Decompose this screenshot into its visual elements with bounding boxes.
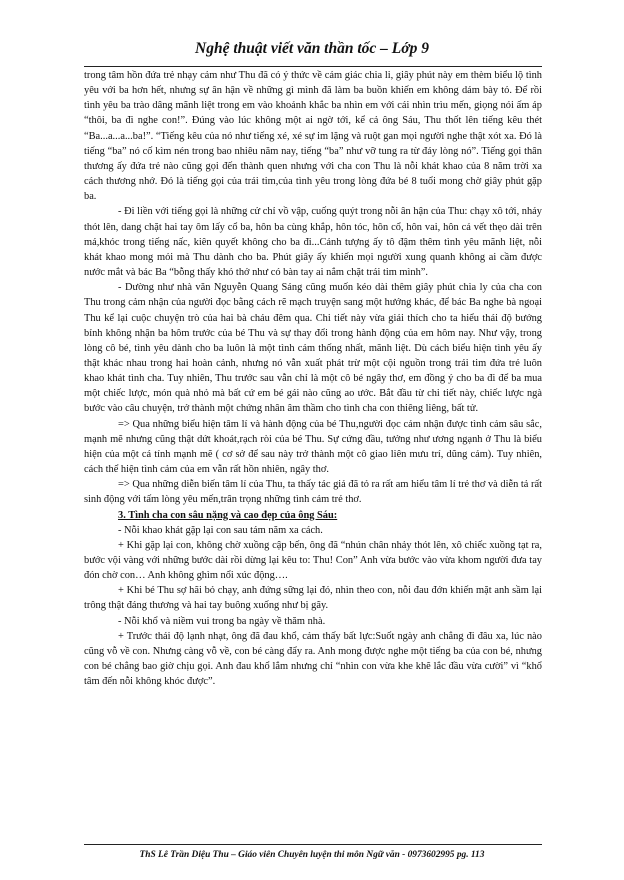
list-item: + Khi bé Thu sợ hãi bỏ chạy, anh đứng sững lại đó, nhìn theo con, nỗi đau đớn khiến mặt anh sầm lại trông thật đáng thương và hai tay buông xuống như bị gãy. <box>84 585 542 612</box>
list-item: + Khi gặp lại con, không chờ xuồng cập bến, ông đã “nhún chân nhảy thót lên, xô chiếc xuồng tạt ra, bước vội vàng với những bước dài rồi dừng lại kêu to: Thu! Con” Anh vừa bước vào vừa khom người đưa tay đón chờ con… Anh không ghìm nổi xúc động…. <box>84 539 542 582</box>
list-item: + Trước thái độ lạnh nhạt, ông đã đau khổ, cảm thấy bất lực:Suốt ngày anh chẳng đi đâu xa, lúc nào cũng vỗ về con. Nhưng càng vỗ về, con bé càng đẩy ra. Anh mong được nghe một tiếng ba của con bé, nhưng con bé chẳng bao giờ chịu gọi. Anh đau khổ lắm nhưng chỉ “nhìn con vừa khe khẽ lắc đầu vừa cười” vì “khổ tâm đến nỗi không khóc được”. <box>84 630 542 688</box>
section-heading: 3. Tình cha con sâu nặng và cao đẹp của ông Sáu: <box>118 509 338 521</box>
footer-divider <box>84 844 542 845</box>
list-item: - Nỗi khổ và niềm vui trong ba ngày về thăm nhà. <box>118 615 326 627</box>
paragraph-gestures: - Đi liền với tiếng gọi là những cử chỉ vồ vập, cuống quýt trong nỗi ân hận của Thu: chạy xô tới, nhảy thót lên, dang chặt hai tay ôm lấy cổ ba, hôn ba cùng khắp, hôn tóc, hôn cổ, hôn vai, hôn cả vết thẹo dài trên má,khóc trong tiếng nấc, kiên quyết không cho ba đi...Cảnh tượng ấy tô đậm thêm tình yêu mãnh liệt, nỗi khát khao mong mỏi mà Thu dành cho ba. Phút giây ấy khiến mọi người xung quanh không ai cầm được nước mắt và bác Ba “bỗng thấy khó thở như có bàn tay ai nắm chặt trái tim mình”. <box>84 206 542 279</box>
paragraph-author-narrative: - Dường như nhà văn Nguyễn Quang Sáng cũng muốn kéo dài thêm giây phút chia ly của cha con Thu trong cảm nhận của người đọc bằng cách rẽ mạch truyện sang một hướng khác, để bác Ba nghe bà ngoại Thu kể lại cuộc chuyện trò của hai bà cháu đêm qua. Chi tiết này vừa giải thích cho ta hiểu thái độ bướng bỉnh không nhận ba hôm trước của bé Thu và sự thay đổi trong hành động của em hôm nay. Như vậy, trong lòng cô bé, tình yêu dành cho ba luôn là một tình cảm thống nhất, mãnh liệt. Dù cách biểu hiện tình yêu ấy thật khác nhau trong hai hoàn cảnh, nhưng nó vẫn xuất phát trừ một cội nguồn trong trái tim đứa trẻ luôn khao khát tình cha. Tuy nhiên, Thu trước sau vẫn chỉ là một cô bé ngây thơ, em đồng ý cho ba đi để ba mua một chiếc lược, món quà nhỏ mà bất cứ em bé gái nào cũng ao ước. Bắt đầu từ chi tiết này, chiếc lược ngà bước vào câu chuyện, trở thành một chứng nhân âm thầm cho tình cha con thiêng liêng, bất tử. <box>84 282 542 415</box>
paragraph-conclusion-1: => Qua những biểu hiện tâm lí và hành động của bé Thu,người đọc cảm nhận được tình cảm sâu sắc, mạnh mẽ nhưng cũng thật dứt khoát,rạch ròi của bé Thu. Sự cứng đầu, tưởng như ương ngạnh ở Thu là biểu hiện của một cá tính mạnh mẽ ( cơ sở để sau này trở thành một cô giao liên mưu trí, dũng cảm). Tuy nhiên, cách thể hiện tình cảm của em vẫn rất hồn nhiên, ngây thơ. <box>84 418 542 476</box>
page-footer: ThS Lê Trần Diệu Thu – Giáo viên Chuyên luyện thi môn Ngữ văn - 0973602995 pg. 113 <box>139 850 485 860</box>
paragraph-conclusion-2: => Qua những diễn biến tâm lí của Thu, ta thấy tác giả đã tỏ ra rất am hiểu tâm lí trẻ thơ và diễn tả rất sinh động với tấm lòng yêu mến,trân trọng những tình cảm trẻ thơ. <box>84 479 542 506</box>
page-header-title: Nghệ thuật viết văn thần tốc – Lớp 9 <box>195 40 429 57</box>
list-item: - Nỗi khao khát gặp lại con sau tám năm xa cách. <box>118 524 323 536</box>
header-divider <box>84 66 542 67</box>
document-body <box>84 68 542 689</box>
paragraph-continuation: trong tâm hồn đứa trẻ nhạy cảm như Thu đã có ý thức về cảm giác chia li, giây phút này em thèm biểu lộ tình yêu với ba hơn hết, nhưng sự ân hận về những gì mình đã làm ba buồn khiến em không dám bày tỏ. Để rồi tình yêu ba trào dâng mãnh liệt trong em vào khoảnh khắc ba nhìn em với cái nhìn trìu mến, giọng nói ấm áp “thôi, ba đi nghe con!”. Đúng vào lúc không một ai ngờ tới, kể cả ông Sáu, Thu thốt lên tiếng kêu thét “Ba...a...a...ba!”. “Tiếng kêu của nó như tiếng xé, xé sự im lặng và ruột gan mọi người nghe thật xót xa. Đó là tiếng “ba” nó cố kìm nén trong bao nhiêu năm nay, tiếng “ba” như vỡ tung ra từ đáy lòng nó”. Tiếng gọi thân thương ấy đứa trẻ nào cũng gọi đến thành quen nhưng với cha con Thu là nỗi khát khao của 8 năm trời xa cách thương nhớ. Đó là tiếng gọi của trái tim,của tình yêu trong lòng đứa bé 8 tuổi mong chờ giây phút gặp ba. <box>84 70 542 203</box>
